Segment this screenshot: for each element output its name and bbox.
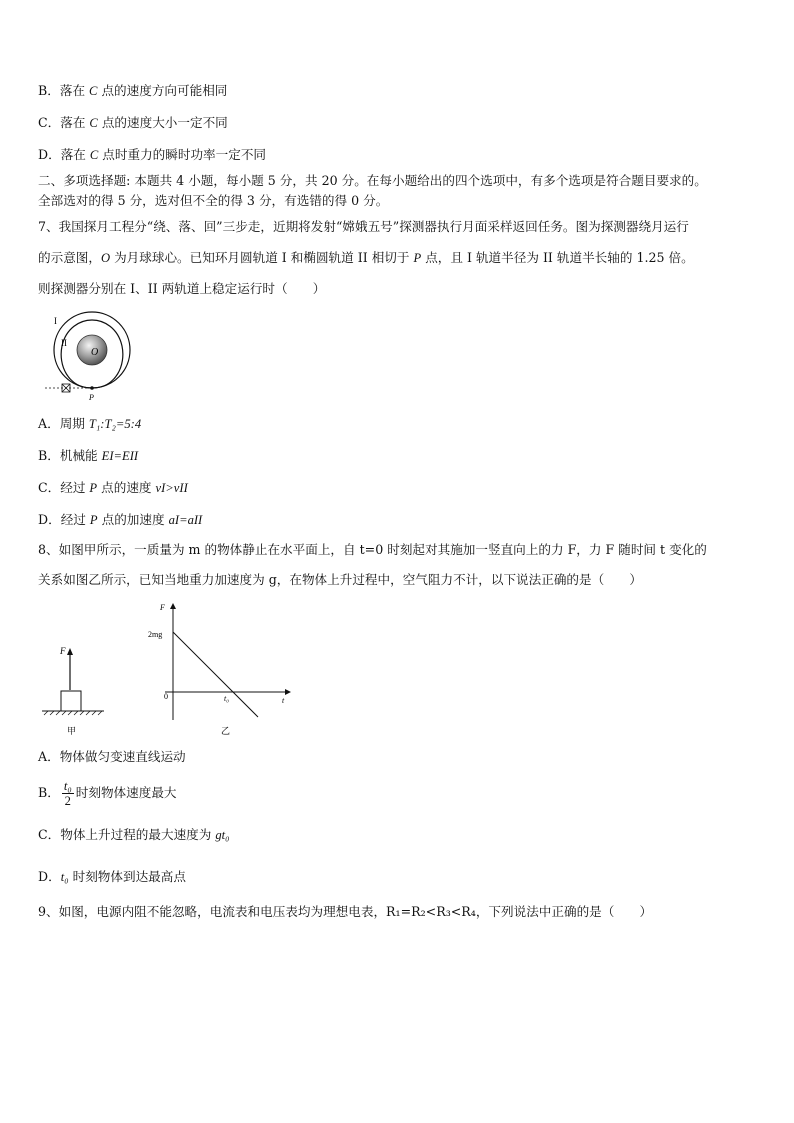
q8-option-b: B． $\frac{\text{t₀}}{2}$ 时刻物体速度最大 [38,779,177,808]
q6-option-d: D．落在 C 点时重力的瞬时功率一定不同 [38,147,267,162]
caption-jia: 甲 [67,726,77,736]
q8-figure-jia [40,640,120,740]
q7-option-d: D．经过 P 点的加速度 aI=aII [38,512,203,527]
q6-option-c: C．落在 C 点的速度大小一定不同 [38,115,228,130]
point-p [90,386,94,390]
block [61,691,81,711]
force-line [173,632,258,717]
q7-option-c: C．经过 P 点的速度 vI>vII [38,480,188,495]
q7-stem-line3: 则探测器分别在 I、II 两轨道上稳定运行时（ ） [38,281,326,296]
q6-option-b: B．落在 C 点的速度方向可能相同 [38,83,228,98]
section2-heading-line2: 全部选对的得 5 分，选对但不全的得 3 分，有选错的得 0 分。 [38,193,389,208]
q7-option-a: A．周期 T₁:T₂=5:4 [38,416,142,431]
q8-option-a: A．物体做匀变速直线运动 [38,749,186,764]
svg-text:t: t [282,696,285,705]
svg-text:F: F [160,603,165,612]
q8-figure-yi [145,600,295,740]
q7-option-b: B．机械能 EI=EII [38,448,139,463]
q8-option-c: C．物体上升过程的最大速度为 gt₀ [38,827,230,842]
q7-orbit-figure [40,310,140,402]
label-o: O [91,347,99,358]
q8-stem-line2: 关系如图乙所示，已知当地重力加速度为 g，在物体上升过程中，空气阻力不计，以下说法正确的是（ ） [38,572,642,587]
caption-yi: 乙 [221,726,231,736]
q7-stem-line1: 7、我国探月工程分“绕、落、回”三步走，近期将发射“嫦娥五号”探测器执行月面采样返回任务。图为探测器绕月运行 [38,219,689,234]
q8-stem-line1: 8、如图甲所示，一质量为 m 的物体静止在水平面上，自 t=0 时刻起对其施加一竖直向上的力 F，力 F 随时间 t 变化的 [38,542,707,557]
svg-text:0: 0 [164,692,168,701]
q7-stem-line2: 的示意图，O 为月球球心。已知环月圆轨道 I 和椭圆轨道 II 相切于 P 点，且 I 轨道半径为 II 轨道半长轴的 1.25 倍。 [38,250,694,265]
svg-text:F: F [60,646,66,656]
label-orbit-i: I [54,316,57,326]
probe-icon [62,384,70,392]
label-2mg: 2mg [148,630,163,639]
q9-stem-line1: 9、如图，电源内阻不能忽略，电流表和电压表均为理想电表，R₁=R₂<R₃<R₄，下列说法中正确的是（ ） [38,904,653,919]
section2-heading-line1: 二、多项选择题: 本题共 4 小题，每小题 5 分，共 20 分。在每小题给出的四个选项中，有多个选项是符合题目要求的。 [38,173,707,188]
label-orbit-ii: II [61,338,67,348]
label-p: P [89,393,94,402]
q8-option-d: D．t₀ 时刻物体到达最高点 [38,869,186,884]
force-arrow-icon [67,648,73,655]
label-t0: t₀ [224,694,230,703]
